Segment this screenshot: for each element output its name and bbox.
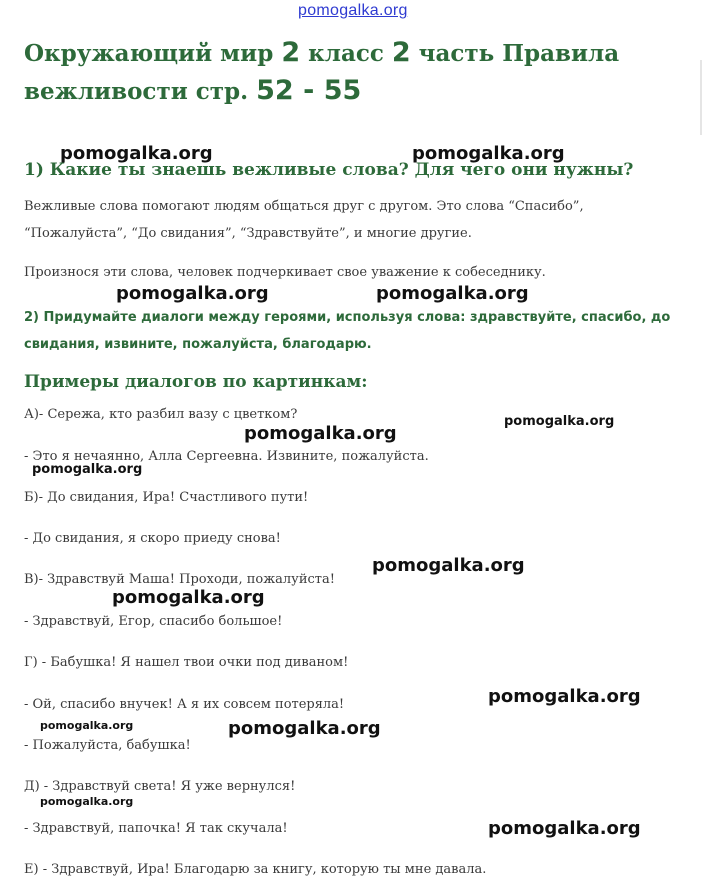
dialog-line: А)- Сережа, кто разбил вазу с цветком? (24, 407, 298, 422)
dialog-line: Б)- До свидания, Ира! Счастливого пути! (24, 490, 309, 505)
title-part: Окружающий мир (24, 40, 282, 67)
title-part: класс (300, 40, 392, 67)
watermark: pomogalka.org (60, 143, 213, 164)
title-number: 52 - 55 (256, 75, 362, 106)
watermark: pomogalka.org (228, 718, 381, 739)
watermark: pomogalka.org (504, 414, 615, 429)
site-watermark-link[interactable]: pomogalka.org (298, 2, 408, 19)
dialog-line: - Здравствуй, Егор, спасибо большое! (24, 614, 283, 629)
watermark: pomogalka.org (372, 555, 525, 576)
watermark: pomogalka.org (488, 686, 641, 707)
question-1: 1) Какие ты знаешь вежливые слова? Для чего они нужны? (24, 160, 634, 180)
dialog-line: Е) - Здравствуй, Ира! Благодарю за книгу, которую ты мне давала. (24, 862, 487, 877)
dialog-line: - До свидания, я скоро приеду снова! (24, 531, 281, 546)
answer-1-paragraph: Вежливые слова помогают людям общаться друг с другом. Это слова “Спасибо”, “Пожалуйста”, “До свидания”, “Здравствуйте”, и многие другие. (24, 199, 584, 241)
dialog-line: В)- Здравствуй Маша! Проходи, пожалуйста! (24, 572, 335, 587)
watermark: pomogalka.org (244, 423, 397, 444)
dialog-line: - Ой, спасибо внучек! А я их совсем потеряла! (24, 697, 345, 712)
title-part: часть Правила вежливости стр. (24, 40, 620, 105)
watermark: pomogalka.org (32, 462, 143, 477)
watermark: pomogalka.org (412, 143, 565, 164)
dialogs-heading: Примеры диалогов по картинкам: (24, 372, 368, 392)
title-number: 2 (281, 37, 301, 68)
dialog-line: - Здравствуй, папочка! Я так скучала! (24, 821, 288, 836)
question-2: 2) Придумайте диалоги между героями, используя слова: здравствуйте, спасибо, до свидания, извините, пожалуйста, благодарю. (24, 310, 671, 352)
watermark: pomogalka.org (116, 283, 269, 304)
watermark: pomogalka.org (40, 719, 134, 732)
page-title (24, 34, 664, 110)
watermark: pomogalka.org (112, 587, 265, 608)
dialog-line: Г) - Бабушка! Я нашел твои очки под диваном! (24, 655, 349, 670)
watermark: pomogalka.org (376, 283, 529, 304)
answer-1-paragraph: Произнося эти слова, человек подчеркивает свое уважение к собеседнику. (24, 265, 546, 280)
dialog-line: - Пожалуйста, бабушка! (24, 738, 191, 753)
watermark: pomogalka.org (488, 818, 641, 839)
dialog-line: - Это я нечаянно, Алла Сергеевна. Извините, пожалуйста. (24, 449, 429, 464)
watermark: pomogalka.org (40, 795, 134, 808)
dialog-line: Д) - Здравствуй света! Я уже вернулся! (24, 779, 296, 794)
title-number: 2 (391, 37, 411, 68)
sidebar-divider (700, 60, 712, 135)
